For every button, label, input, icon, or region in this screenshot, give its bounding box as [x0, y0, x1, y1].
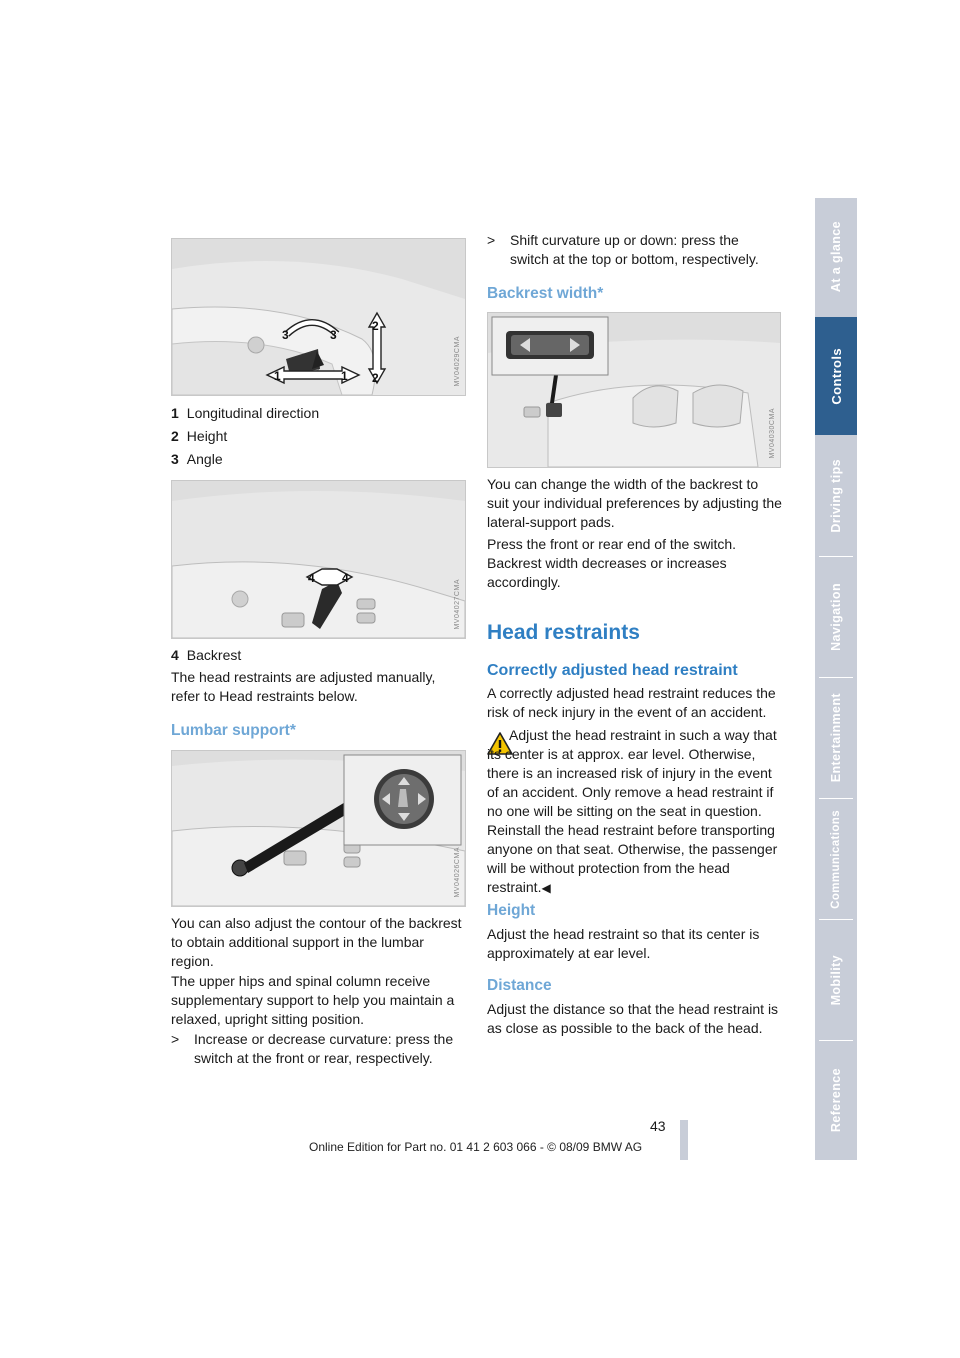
- backrest-width-paragraph-2: Press the front or rear end of the switch. Backrest width decreases or increases accordingly.: [487, 536, 737, 590]
- page-marker-bar: [680, 1120, 688, 1160]
- svg-text:2: 2: [372, 371, 379, 385]
- tab-entertainment[interactable]: Entertainment: [829, 693, 843, 783]
- chapter-sidebar: [815, 198, 857, 1160]
- tab-reference[interactable]: Reference: [829, 1068, 843, 1133]
- bullet-marker: >: [171, 1031, 180, 1047]
- height-heading: Height: [487, 902, 536, 919]
- tab-communications[interactable]: Communications: [830, 809, 842, 909]
- page-number: 43: [650, 1118, 666, 1134]
- lumbar-bullet-2: > Shift curvature up or down: press the switch at the top or bottom, respectively.: [487, 232, 759, 267]
- svg-text:1: 1: [341, 369, 348, 383]
- svg-text:4: 4: [342, 571, 349, 585]
- figure-code: MV04030CMA: [769, 408, 776, 459]
- legend-item-4: 4 Backrest: [171, 647, 242, 663]
- figure-code: MV04026CMA: [454, 847, 461, 898]
- end-marker: ◀: [541, 881, 551, 895]
- svg-text:2: 2: [372, 319, 379, 333]
- backrest-width-figure: [487, 312, 781, 468]
- svg-text:3: 3: [330, 328, 337, 342]
- tab-navigation[interactable]: Navigation: [829, 583, 843, 651]
- tab-controls[interactable]: Controls: [815, 317, 857, 435]
- legend-item-1: 1 Longitudinal direction: [171, 405, 320, 421]
- seat-adjust-figure: [171, 238, 466, 396]
- legend-item-3: 3 Angle: [171, 451, 223, 467]
- backrest-width-paragraph-1: You can change the width of the backrest to suit your individual preferences by adjusting the lateral-support pads.: [487, 476, 782, 530]
- lumbar-paragraph-1: You can also adjust the contour of the backrest to obtain additional support in the lumbar region.: [171, 915, 462, 969]
- head-restraint-paragraph-1: A correctly adjusted head restraint reduces the risk of neck injury in the event of an accident.: [487, 685, 776, 720]
- svg-text:3: 3: [282, 328, 289, 342]
- figure-code: MV04029CMA: [454, 336, 461, 387]
- bullet-marker: >: [487, 232, 496, 248]
- legend-item-2: 2 Height: [171, 428, 228, 444]
- seat-illustration: [172, 239, 465, 395]
- head-restraint-note: The head restraints are adjusted manually, refer to Head restraints below.: [171, 669, 436, 704]
- head-restraints-title: Head restraints: [487, 621, 640, 644]
- edition-footer: Online Edition for Part no. 01 41 2 603 066 - © 08/09 BMW AG: [309, 1140, 643, 1154]
- svg-text:4: 4: [308, 571, 315, 585]
- lumbar-bullet-1: > Increase or decrease curvature: press the switch at the front or rear, respectively.: [171, 1031, 454, 1066]
- tab-mobility[interactable]: Mobility: [829, 954, 843, 1006]
- backrest-figure: [171, 480, 466, 639]
- lumbar-heading: Lumbar support*: [171, 722, 296, 739]
- figure-code: MV04027CMA: [454, 579, 461, 630]
- svg-text:1: 1: [274, 369, 281, 383]
- backrest-width-heading: Backrest width*: [487, 285, 604, 302]
- backrest-illustration: [172, 481, 465, 638]
- warning-text: Adjust the head restraint in such a way that its center is at approx. ear level. Otherwise, there is an increased risk of injury in the event of an accident. Only remove a head restraint if no one will be sitting on the seat in question. Reinstall the head restraint before transporting anyone on that seat. Otherwise, the passenger will be without protection from the head restraint.◀: [487, 727, 778, 895]
- lumbar-figure: [171, 750, 466, 907]
- tab-driving-tips[interactable]: Driving tips: [829, 459, 843, 533]
- lumbar-illustration: [172, 751, 465, 906]
- backrest-width-illustration: [488, 313, 780, 467]
- lumbar-paragraph-2: The upper hips and spinal column receive supplementary support to help you maintain a relaxed, upright sitting position.: [171, 973, 455, 1027]
- distance-heading: Distance: [487, 977, 552, 994]
- correct-adjustment-heading: Correctly adjusted head restraint: [487, 662, 738, 679]
- distance-paragraph: Adjust the distance so that the head restraint is as close as possible to the back of the head.: [487, 1001, 779, 1036]
- height-paragraph: Adjust the head restraint so that its center is approximately at ear level.: [487, 926, 760, 961]
- tab-at-a-glance[interactable]: At a glance: [829, 221, 843, 293]
